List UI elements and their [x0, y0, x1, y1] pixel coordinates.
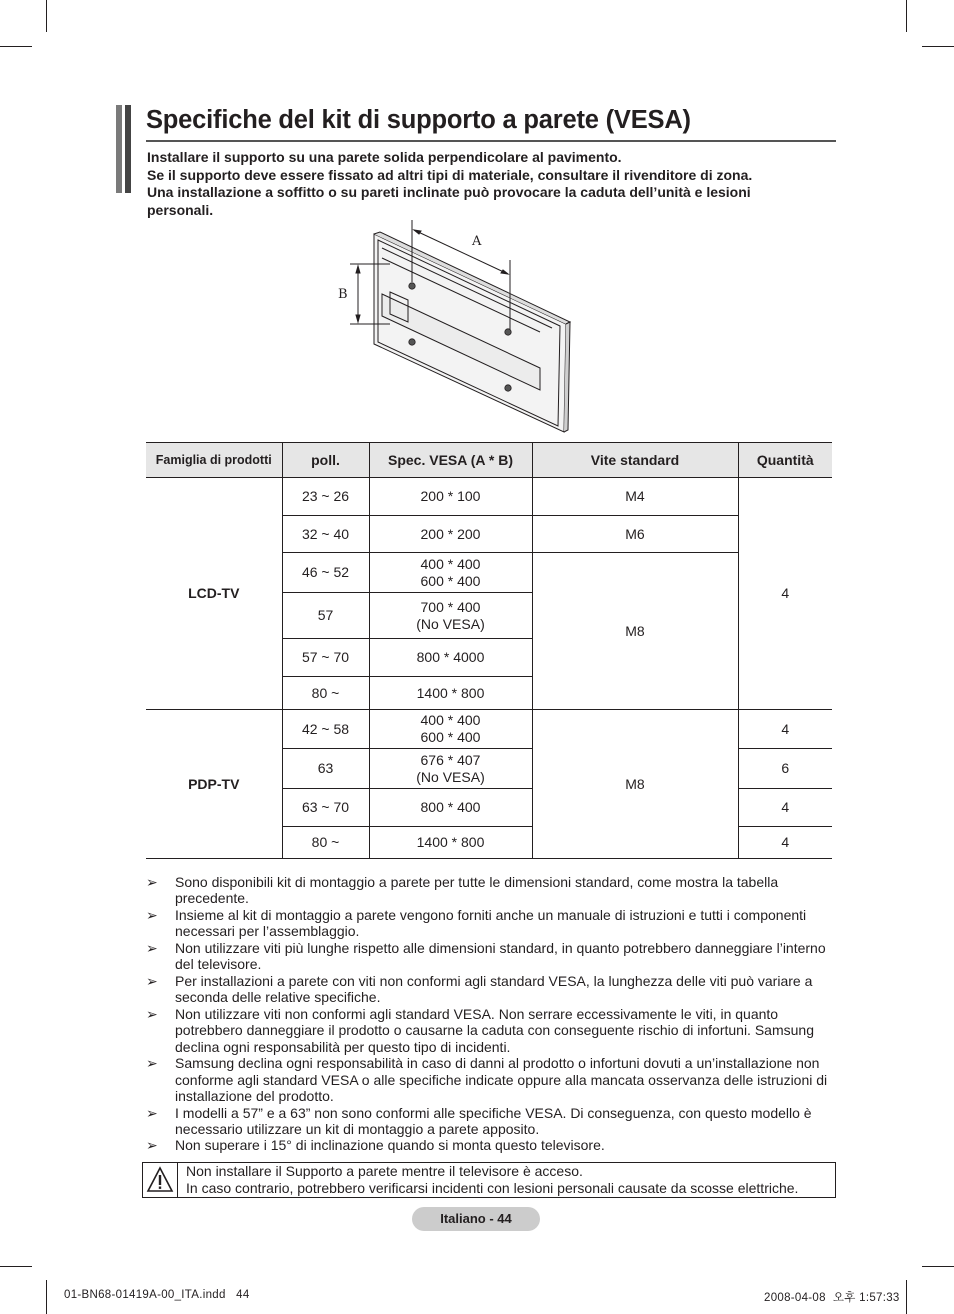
warning-line: Non installare il Supporto a parete mentre il televisore è acceso.	[186, 1163, 583, 1179]
mount-hole	[409, 339, 415, 345]
size-cell: 80 ~	[282, 827, 369, 859]
crop-mark	[906, 0, 907, 32]
vesa-cell	[369, 677, 532, 710]
footer-time: 오후 1:57:33	[832, 1292, 900, 1304]
crop-mark	[906, 1280, 907, 1314]
quantity-cell: 4	[738, 789, 832, 827]
header-quantity: Quantità	[738, 443, 832, 478]
crop-mark	[0, 46, 32, 47]
list-item	[146, 973, 846, 1006]
notes-list	[146, 874, 846, 1154]
vesa-value: 600 * 400	[420, 729, 481, 745]
arrow-icon: ➢	[146, 906, 158, 923]
tv-panel-outline	[374, 234, 566, 432]
list-item	[146, 907, 846, 940]
screw-cell: M4	[532, 478, 738, 516]
note-text: Non superare i 15° di inclinazione quando si monta questo televisore.	[175, 1137, 605, 1154]
list-item	[146, 940, 846, 973]
intro-line: Installare il supporto su una parete solida perpendicolare al pavimento.	[147, 149, 622, 165]
mount-hole	[505, 329, 511, 335]
size-cell: 46 ~ 52	[282, 553, 369, 593]
warning-text	[186, 1163, 798, 1197]
arrow-icon: ➢	[146, 1055, 158, 1072]
vesa-value: 700 * 400	[420, 598, 481, 615]
vesa-value: 600 * 400	[420, 572, 481, 589]
size-cell: 80 ~	[282, 677, 369, 710]
note-text: I modelli a 57” e a 63” non sono conformi alle specifiche VESA. Di conseguenza, con questo modello è necessario utilizzare un kit di montaggio a parete apposito.	[175, 1104, 812, 1137]
note-text: Insieme al kit di montaggio a parete vengono forniti anche un manuale di istruzioni e tutti i componenti necessari per l’assemblaggio.	[175, 906, 807, 940]
size-cell: 57	[282, 593, 369, 639]
crop-mark	[922, 46, 954, 47]
header-vesa: Spec. VESA (A * B)	[369, 443, 532, 478]
crop-mark	[0, 1266, 32, 1267]
vesa-value: 800 * 4000	[416, 649, 485, 665]
mount-hole	[409, 283, 415, 289]
intro-line: Una installazione a soffitto o su pareti inclinate può provocare la caduta dell’unità e lesioni	[147, 184, 751, 200]
vesa-cell	[369, 789, 532, 827]
list-item	[146, 1055, 846, 1104]
arrow-icon: ➢	[146, 874, 158, 890]
vesa-cell	[369, 827, 532, 859]
dimension-b-label: B	[338, 287, 348, 302]
vesa-value: 200 * 200	[420, 525, 481, 542]
warning-box	[142, 1162, 836, 1198]
vesa-value: 400 * 400	[420, 555, 481, 572]
footer-date-value: 2008-04-08	[764, 1292, 826, 1304]
table-row	[146, 478, 832, 516]
intro-text	[147, 149, 837, 219]
list-item	[146, 874, 846, 907]
vesa-cell	[369, 516, 532, 553]
dimension-a-label: A	[472, 234, 482, 249]
screw-cell: M8	[532, 553, 738, 710]
arrow-icon: ➢	[146, 1104, 158, 1121]
arrow-icon: ➢	[146, 1137, 158, 1154]
list-item	[146, 1137, 846, 1153]
size-cell: 42 ~ 58	[282, 710, 369, 749]
intro-line: personali.	[147, 201, 214, 218]
crop-mark	[46, 0, 47, 32]
title-accent-bar	[116, 105, 122, 193]
quantity-cell: 4	[738, 710, 832, 749]
note-text: Non utilizzare viti non conformi agli standard VESA. Non serrare eccessivamente le viti, in quanto potrebbero danneggiare il prodotto o causarne la caduta con conseguente rischio di infortuni. Samsung declina ogni responsabilità per questo tipo di incidenti.	[175, 1005, 814, 1055]
quantity-cell: 6	[738, 749, 832, 789]
note-text: Samsung declina ogni responsabilità in caso di danni al prodotto o infortuni dovuti a un’installazione non conforme agli standard VESA o alle specifiche indicate oppure alla mancata osservanza delle istruzioni di installazione del prodotto.	[175, 1055, 828, 1104]
header-family: Famiglia di prodotti	[146, 443, 282, 478]
vesa-value: 676 * 407	[420, 751, 481, 768]
arrow-icon: ➢	[146, 972, 158, 989]
table-header-row	[146, 443, 832, 478]
footer-date	[764, 1289, 900, 1305]
page-number-badge: Italiano - 44	[412, 1207, 540, 1231]
warning-icon	[143, 1163, 178, 1197]
vesa-cell	[369, 639, 532, 677]
table-row	[146, 710, 832, 749]
quantity-cell: 4	[738, 827, 832, 859]
warning-line: In caso contrario, potrebbero verificarsi incidenti con lesioni personali causate da scosse elettriche.	[186, 1180, 799, 1196]
screw-cell: M8	[532, 710, 738, 859]
vesa-value: 400 * 400	[420, 712, 481, 728]
list-item	[146, 1006, 846, 1055]
family-cell: LCD-TV	[146, 478, 282, 710]
intro-line: Se il supporto deve essere fissato ad altri tipi di materiale, consultare il rivenditore di zona.	[147, 166, 753, 183]
vesa-value: 800 * 400	[420, 799, 481, 815]
vesa-cell	[369, 478, 532, 516]
screw-cell: M6	[532, 516, 738, 553]
note-text: Non utilizzare viti più lunghe rispetto alle dimensioni standard, in quanto potrebbero danneggiare l’interno del televisore.	[175, 939, 826, 973]
vesa-spec-table	[146, 442, 832, 859]
size-cell: 63	[282, 749, 369, 789]
header-size: poll.	[282, 443, 369, 478]
family-cell: PDP-TV	[146, 710, 282, 859]
vesa-cell	[369, 749, 532, 789]
arrow-icon: ➢	[146, 1005, 158, 1022]
note-text: Sono disponibili kit di montaggio a parete per tutte le dimensioni standard, come mostra la tabella precedente.	[175, 874, 779, 907]
title-accent-bar	[125, 105, 131, 193]
size-cell: 57 ~ 70	[282, 639, 369, 677]
arrow-icon: ➢	[146, 939, 158, 956]
footer-page: 44	[236, 1289, 250, 1301]
vesa-cell	[369, 593, 532, 639]
list-item	[146, 1105, 846, 1138]
mount-hole	[505, 385, 511, 391]
vesa-cell	[369, 553, 532, 593]
vesa-cell	[369, 710, 532, 749]
crop-mark	[46, 1280, 47, 1314]
page-title: Specifiche del kit di supporto a parete (VESA)	[146, 104, 836, 142]
footer-filename: 01-BN68-01419A-00_ITA.indd	[64, 1289, 226, 1301]
vesa-value: (No VESA)	[416, 768, 485, 785]
size-cell: 23 ~ 26	[282, 478, 369, 516]
vesa-value: 200 * 100	[420, 488, 481, 504]
vesa-value: 1400 * 800	[416, 684, 485, 701]
tv-back-diagram	[330, 218, 575, 438]
note-text: Per installazioni a parete con viti non conformi agli standard VESA, la lunghezza delle viti può variare a seconda delle relative specifiche.	[175, 972, 813, 1006]
vesa-value: (No VESA)	[416, 615, 485, 632]
footer-file	[64, 1289, 250, 1301]
header-screw: Vite standard	[532, 443, 738, 478]
vesa-value: 1400 * 800	[416, 834, 485, 850]
size-cell: 63 ~ 70	[282, 789, 369, 827]
quantity-cell: 4	[738, 478, 832, 710]
size-cell: 32 ~ 40	[282, 516, 369, 553]
crop-mark	[922, 1266, 954, 1267]
